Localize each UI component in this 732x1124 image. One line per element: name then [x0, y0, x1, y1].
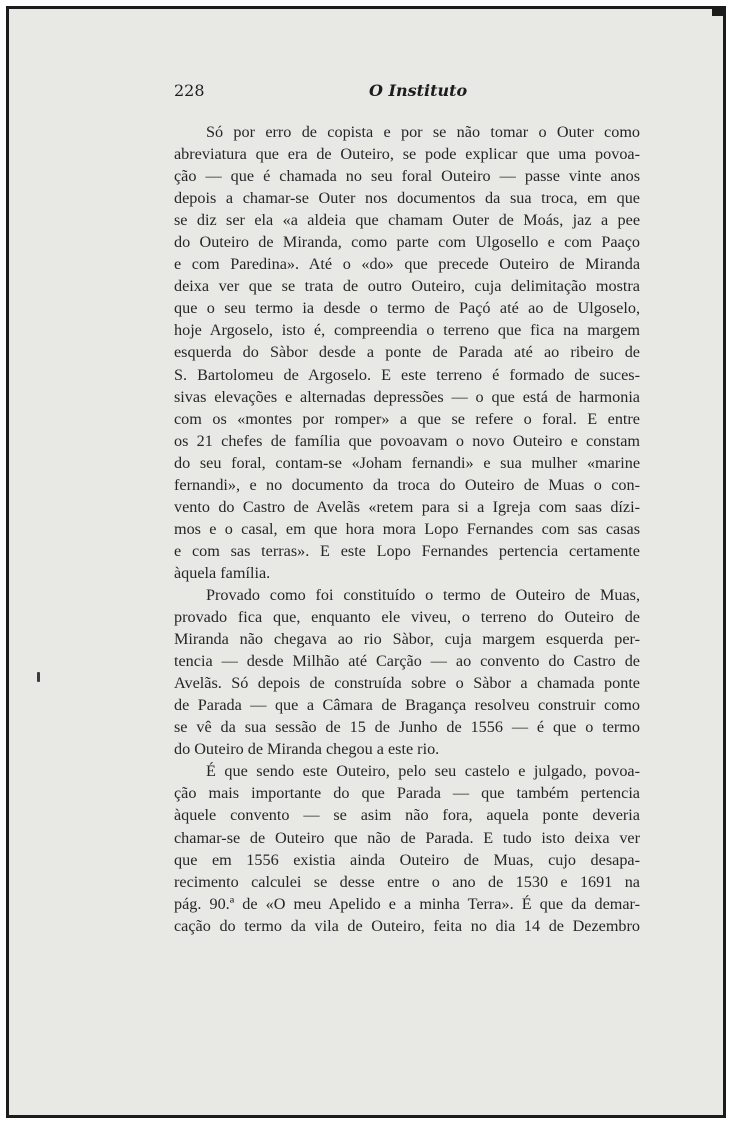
paragraph-1 [174, 121, 640, 584]
text-line: do Outeiro de Miranda chegou a este rio. [174, 740, 440, 759]
text-line: que o seu termo ia desde o termo de Paçó até ao de Ulgoselo, [174, 299, 640, 318]
running-title: O Instituto [369, 81, 468, 100]
text-line: esquerda do Sàbor desde a ponte de Parada até ao ribeiro de [174, 343, 640, 362]
text-line: do Outeiro de Miranda, como parte com Ulgosello e com Paaço [174, 233, 640, 252]
text-line: recimento calculei se desse entre o ano de 1530 e 1691 na [174, 872, 640, 891]
text-line: sivas elevações e alternadas depressões — o que está de harmonia [174, 387, 640, 406]
margin-mark [37, 672, 40, 682]
text-line: abreviatura que era de Outeiro, se pode explicar que uma povoa- [174, 145, 640, 164]
text-line: com os «montes por romper» a que se refere o foral. E entre [174, 409, 640, 428]
text-line: Provado como foi constituído o termo de Outeiro de Muas, [206, 585, 640, 604]
text-line: mos e o casal, em que hora mora Lopo Fernandes com sas casas [174, 519, 640, 538]
text-line: hoje Argoselo, isto é, compreendia o terreno que fica na margem [174, 321, 640, 340]
paragraph-3 [174, 760, 640, 936]
text-line: cação do termo da vila de Outeiro, feita no dia 14 de Dezembro [174, 916, 640, 935]
text-line: àquele convento — se asim não fora, aquela ponte deveria [174, 806, 640, 825]
page-corner-mark [712, 6, 726, 16]
text-line: provado fica que, enquanto ele viveu, o terreno do Outeiro de [174, 608, 640, 627]
text-line: ção mais importante do que Parada — que também pertencia [174, 784, 640, 803]
text-line: Avelãs. Só depois de construída sobre o Sàbor a chamada ponte [174, 674, 640, 693]
text-line: É que sendo este Outeiro, pelo seu castelo e julgado, povoa- [206, 762, 640, 781]
paragraph-2 [174, 584, 640, 760]
text-line: de Parada — que a Câmara de Bragança resolveu construir como [174, 696, 640, 715]
text-line: vento do Castro de Avelãs «retem para si a Igreja com saas dízi- [174, 497, 640, 516]
text-line: tencia — desde Milhão até Carção — ao convento do Castro de [174, 652, 640, 671]
page-number: 228 [174, 81, 205, 100]
text-line: Só por erro de copista e por se não tomar o Outer como [206, 123, 640, 141]
text-line: do seu foral, contam-se «Joham fernandi» e sua mulher «marine [174, 453, 640, 472]
text-line: fernandi», e no documento da troca do Outeiro de Muas o con- [174, 475, 640, 494]
text-line: depois a chamar-se Outer nos documentos da sua troca, em que [174, 189, 640, 208]
text-line: chamar-se de Outeiro que não de Parada. E tudo isto deixa ver [174, 828, 640, 847]
text-line: àquela família. [174, 563, 271, 582]
text-line: pág. 90.ª de «O meu Apelido e a minha Terra». É que da demar- [174, 894, 640, 913]
body-text [174, 121, 640, 937]
text-line: e com sas terras». E este Lopo Fernandes pertencia certamente [174, 541, 640, 560]
text-line: e com Paredina». Até o «do» que precede Outeiro de Miranda [174, 255, 640, 274]
text-line: S. Bartolomeu de Argoselo. E este terreno é formado de suces- [174, 365, 640, 384]
page-header [174, 81, 649, 107]
text-line: os 21 chefes de família que povoavam o novo Outeiro e constam [174, 431, 640, 450]
text-line: ção — que é chamada no seu foral Outeiro — passe vinte anos [174, 167, 640, 186]
text-line: se vê da sua sessão de 15 de Junho de 1556 — é que o termo [174, 718, 640, 737]
text-line: se diz ser ela «a aldeia que chamam Outer de Moás, jaz a pee [174, 211, 640, 230]
text-line: deixa ver que se trata de outro Outeiro, cuja delimitação mostra [174, 277, 640, 296]
text-line: que em 1556 existia ainda Outeiro de Muas, cujo desapa- [174, 850, 640, 869]
text-line: Miranda não chegava ao rio Sàbor, cuja margem esquerda per- [174, 630, 640, 649]
